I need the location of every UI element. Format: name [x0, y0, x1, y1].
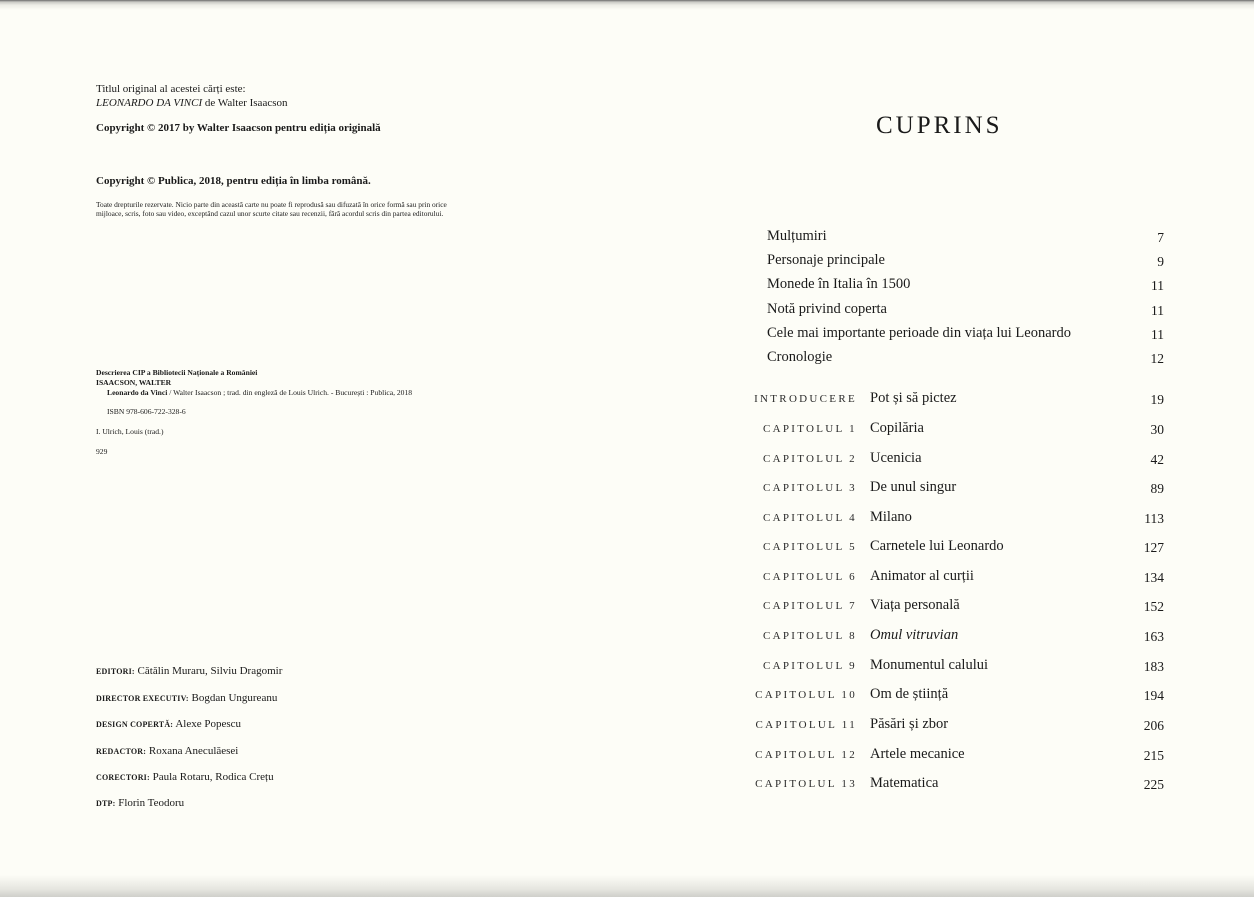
chapter-page: 127 [1143, 540, 1164, 555]
page-bottom-edge [0, 875, 1254, 897]
chapter-label: CAPITOLUL 1 [762, 423, 857, 435]
toc-entry-page: 7 [1157, 230, 1164, 245]
toc-entry [0, 276, 1254, 298]
toc-entry-page: 11 [1151, 327, 1164, 342]
chapter-title: Carnetele lui Leonardo [870, 538, 1004, 554]
chapter-title: Milano [870, 509, 912, 525]
toc-entry-page: 11 [1151, 278, 1164, 293]
toc-entry [0, 252, 1254, 274]
chapter-title: Omul vitruvian [870, 627, 959, 643]
chapter-title: Matematica [870, 775, 939, 791]
chapter-label: CAPITOLUL 3 [762, 482, 857, 494]
credit-dtp: DTP: Florin Teodoru [96, 797, 185, 809]
original-title-label: Titlul original al acestei cărți este: [96, 83, 246, 95]
chapter-title: Artele mecanice [870, 746, 965, 762]
rights-notice: Toate drepturile rezervate. Nicio parte din această carte nu poate fi reprodusă sau difuzată în orice formă sau prin orice mijloace, scris, foto sau video, exceptând cazul unor scurte citate sau recenzii, fără acordul scris din partea editorului. [96, 200, 447, 218]
chapter-label: CAPITOLUL 12 [755, 749, 857, 761]
toc-entry [0, 301, 1254, 323]
chapter-label: CAPITOLUL 5 [762, 541, 857, 553]
chapter-title: Pot și să pictez [870, 390, 957, 406]
toc-entry-title: Mulțumiri [767, 228, 827, 244]
chapter-page: 113 [1144, 511, 1164, 526]
chapter-title: Păsări și zbor [870, 716, 949, 732]
credit-proofreaders: CORECTORI: Paula Rotaru, Rodica Crețu [96, 771, 274, 783]
chapter-title: Animator al curții [870, 568, 974, 584]
page-title: CUPRINS [876, 112, 1003, 139]
chapter-page: 206 [1143, 718, 1164, 733]
toc-chapter [0, 420, 1254, 442]
toc-chapter [0, 597, 1254, 619]
cip-translator: I. Ulrich, Louis (trad.) [96, 427, 164, 436]
chapter-label: CAPITOLUL 4 [762, 512, 857, 524]
chapter-page: 42 [1150, 452, 1164, 467]
toc-entry-title: Notă privind coperta [767, 301, 887, 317]
chapter-title: Viața personală [870, 597, 960, 613]
toc-chapter [0, 509, 1254, 531]
credit-cover-design: DESIGN COPERTĂ: Alexe Popescu [96, 718, 241, 730]
toc-chapter [0, 627, 1254, 649]
chapter-title: Ucenicia [870, 450, 922, 466]
original-title-author: de Walter Isaacson [202, 97, 288, 109]
chapter-label: CAPITOLUL 9 [762, 660, 857, 672]
cip-title: Leonardo da Vinci / Walter Isaacson ; trad. din engleză de Louis Ulrich. - București : Publica, 2018 [107, 388, 413, 397]
toc-entry-page: 11 [1151, 303, 1164, 318]
toc-entry-page: 12 [1150, 351, 1164, 366]
chapter-label: CAPITOLUL 6 [762, 571, 857, 583]
toc-entry-title: Monede în Italia în 1500 [767, 276, 911, 292]
cip-author: ISAACSON, WALTER [96, 378, 172, 387]
original-title [96, 97, 288, 110]
chapter-label: CAPITOLUL 8 [762, 630, 857, 642]
chapter-page: 215 [1143, 748, 1164, 763]
toc-entry [0, 228, 1254, 250]
chapter-title: De unul singur [870, 479, 957, 495]
toc-chapter [0, 716, 1254, 738]
toc-entry-page: 9 [1157, 254, 1164, 269]
chapter-page: 89 [1150, 481, 1164, 496]
copyright-original: Copyright © 2017 by Walter Isaacson pentru ediția originală [96, 122, 381, 134]
credit-redactor: REDACTOR: Roxana Aneculăesei [96, 745, 239, 757]
page-top-edge [0, 0, 1254, 10]
chapter-title: Monumentul calului [870, 657, 988, 673]
credit-editors: EDITORI: Cătălin Muraru, Silviu Dragomir [96, 665, 283, 677]
chapter-page: 163 [1143, 629, 1164, 644]
toc-chapter [0, 775, 1254, 797]
toc-chapter [0, 686, 1254, 708]
toc-chapter [0, 538, 1254, 560]
toc-entry-title: Cele mai importante perioade din viața lui Leonardo [767, 325, 1071, 341]
toc-chapter [0, 450, 1254, 472]
chapter-label: CAPITOLUL 13 [755, 778, 857, 790]
chapter-page: 134 [1143, 570, 1164, 585]
chapter-label: CAPITOLUL 2 [762, 453, 857, 465]
credit-executive-director: DIRECTOR EXECUTIV: Bogdan Ungureanu [96, 692, 278, 704]
toc-entry-title: Cronologie [767, 349, 833, 365]
copyright-romanian: Copyright © Publica, 2018, pentru ediția în limba română. [96, 175, 371, 187]
chapter-page: 183 [1143, 659, 1164, 674]
chapter-page: 19 [1150, 392, 1164, 407]
toc-entry [0, 349, 1254, 371]
toc-chapter [0, 746, 1254, 768]
chapter-title: Copilăria [870, 420, 924, 436]
cip-heading: Descrierea CIP a Bibliotecii Naționale a României [96, 368, 258, 377]
chapter-page: 194 [1143, 688, 1164, 703]
chapter-page: 225 [1143, 777, 1164, 792]
toc-chapter [0, 390, 1254, 412]
toc-entry [0, 325, 1254, 347]
toc-entry-title: Personaje principale [767, 252, 885, 268]
toc-chapter [0, 657, 1254, 679]
chapter-title: Om de știință [870, 686, 949, 702]
original-title-book: LEONARDO DA VINCI [96, 97, 203, 109]
chapter-page: 30 [1150, 422, 1164, 437]
chapter-label: CAPITOLUL 7 [762, 600, 857, 612]
chapter-label: CAPITOLUL 10 [755, 689, 857, 701]
toc-chapter [0, 568, 1254, 590]
cip-isbn: ISBN 978-606-722-328-6 [107, 407, 186, 416]
chapter-page: 152 [1143, 599, 1164, 614]
chapter-label: INTRODUCERE [754, 393, 857, 405]
cip-classification: 929 [96, 447, 108, 456]
chapter-label: CAPITOLUL 11 [755, 719, 857, 731]
toc-chapter [0, 479, 1254, 501]
